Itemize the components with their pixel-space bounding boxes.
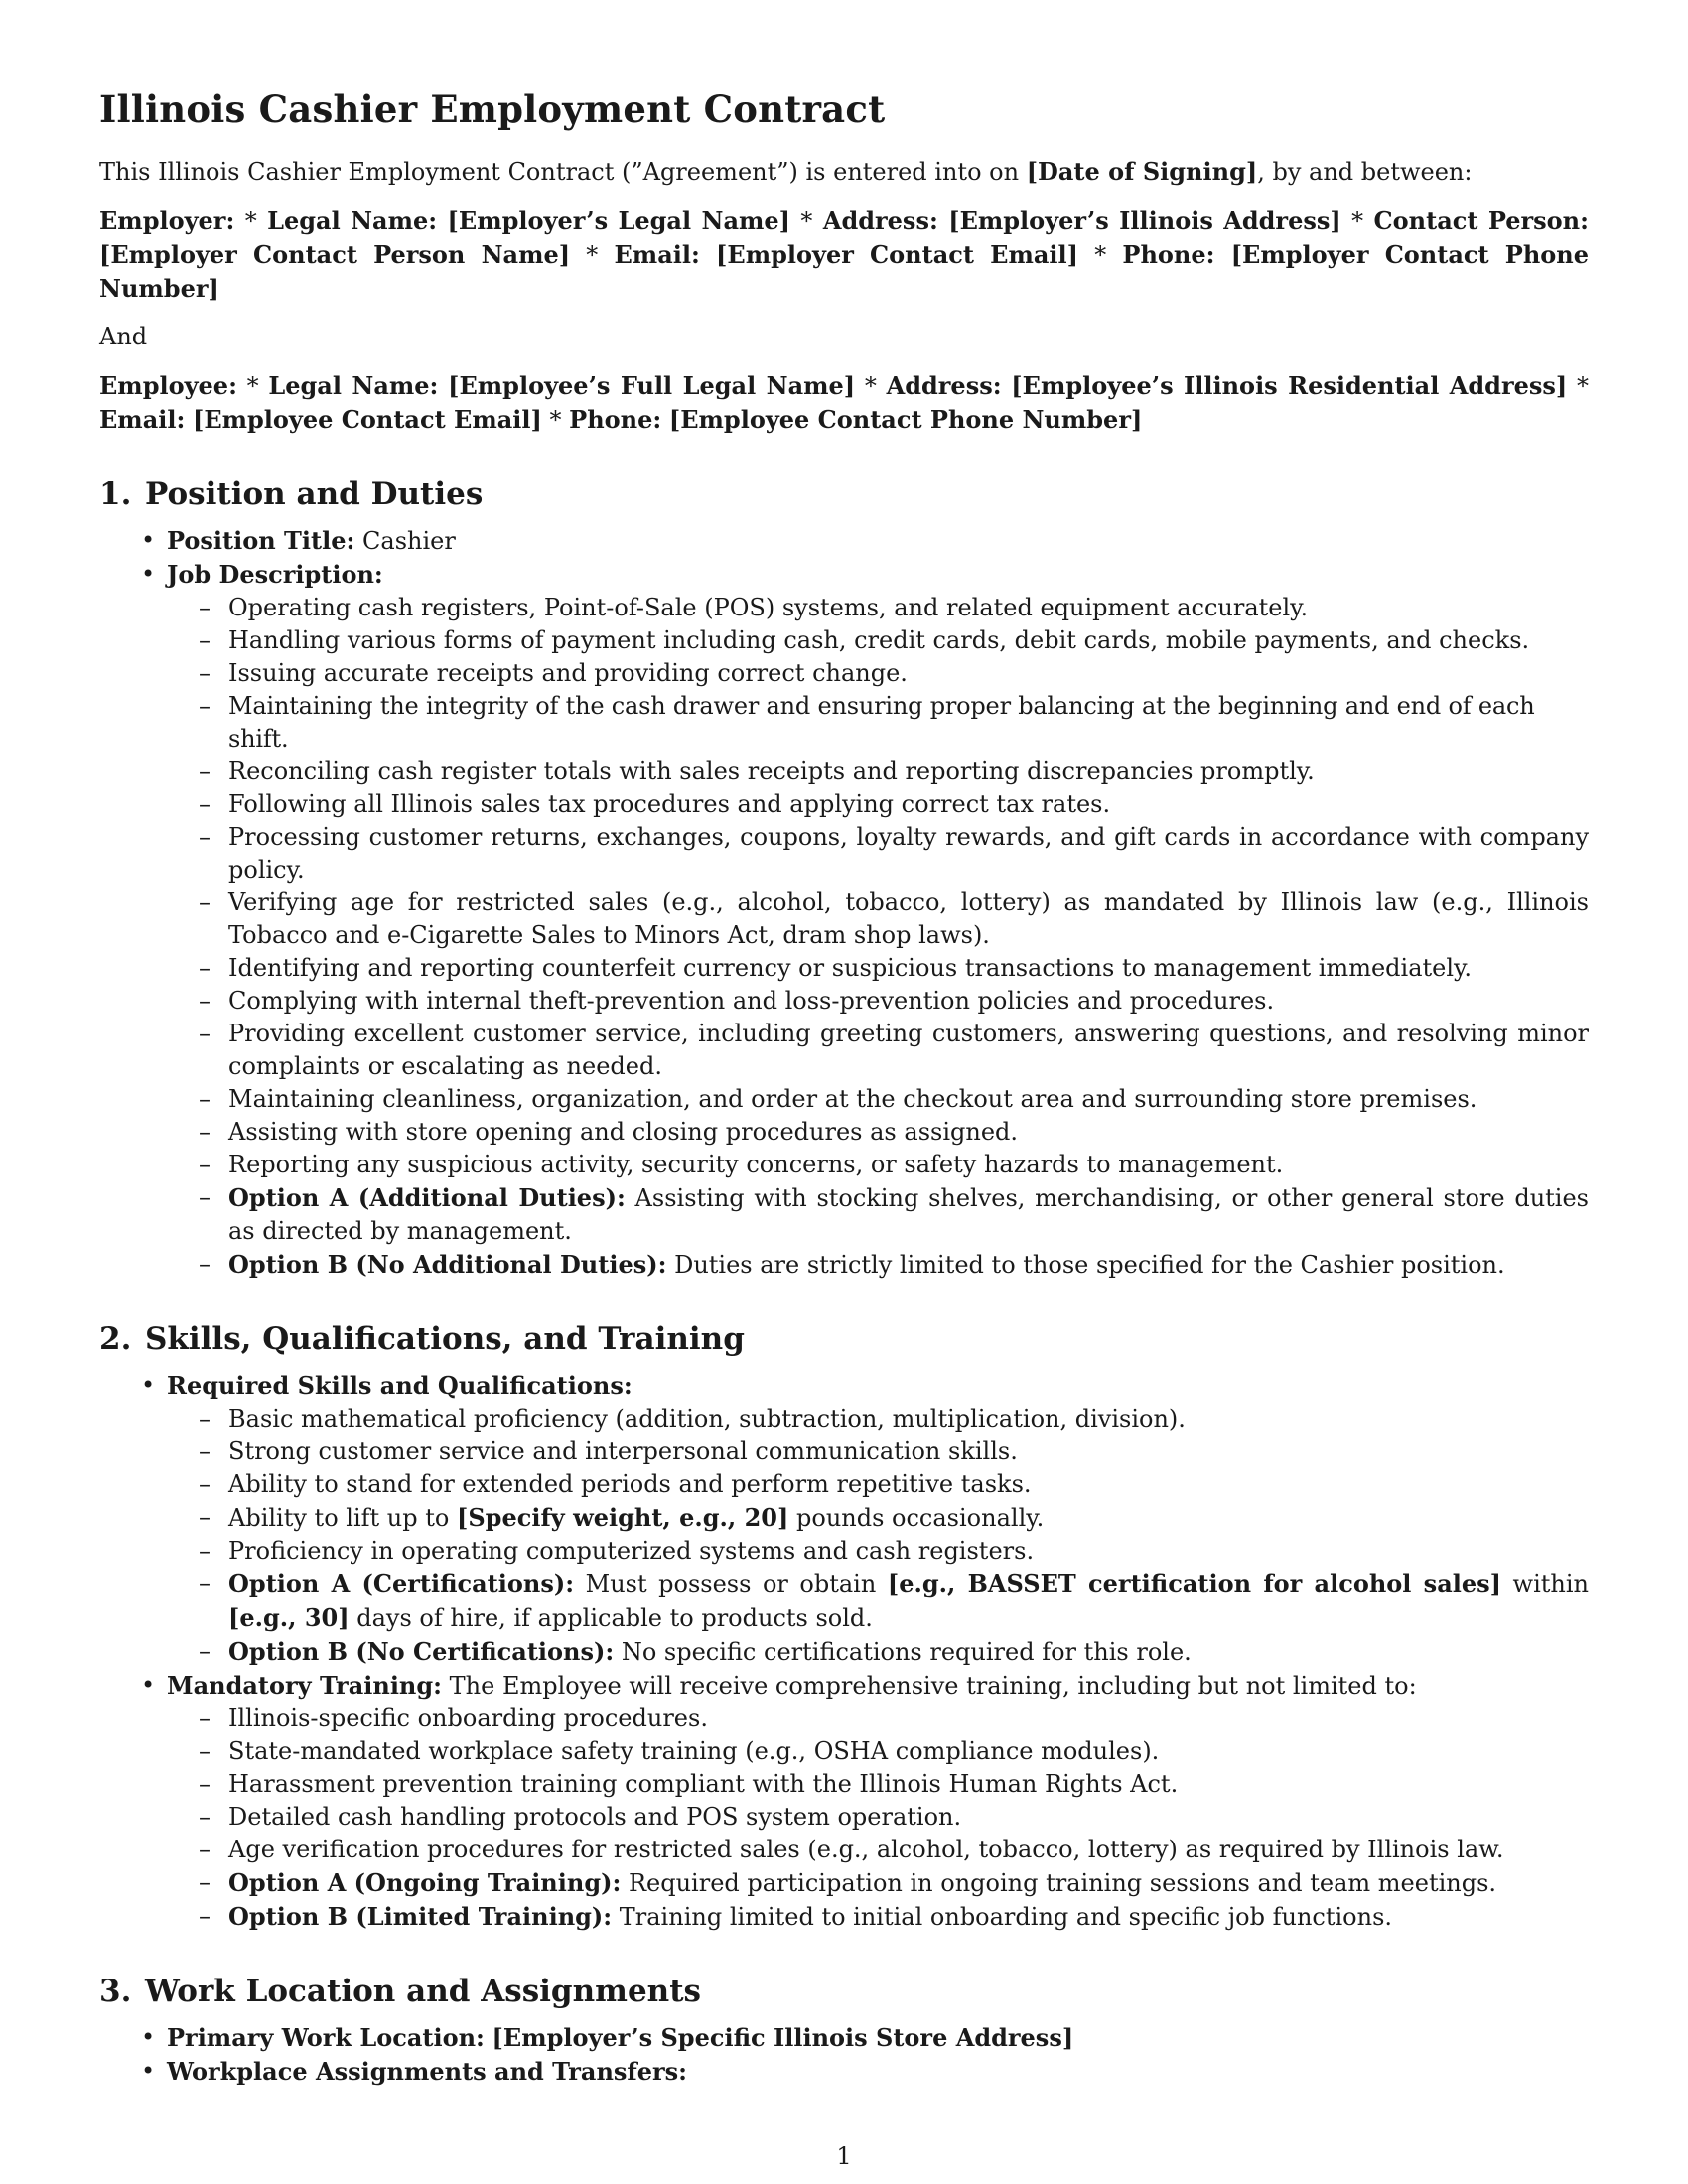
required-skills-label: Required Skills and Qualifications: <box>167 1371 633 1400</box>
list-item: – Reconciling cash register totals with sales receipts and reporting discrepancies promptly. <box>228 755 1589 788</box>
employee-address-label: Address: <box>886 371 1002 400</box>
list-item: – Maintaining the integrity of the cash drawer and ensuring proper balancing at the beginning and end of each shift. <box>228 690 1589 755</box>
lift-weight-placeholder: [Specify weight, e.g., 20] <box>456 1503 789 1532</box>
training-option-a-text: Required participation in ongoing training sessions and team meetings. <box>621 1869 1497 1897</box>
cert-a-text-mid: within <box>1501 1570 1589 1598</box>
option-b-label: Option B (No Additional Duties): <box>228 1250 667 1279</box>
employee-email: [Employee Contact Email] <box>192 405 542 434</box>
asterisk: * <box>1094 241 1107 269</box>
employee-label: Employee: <box>99 371 237 400</box>
section-heading-position-duties <box>99 477 1589 512</box>
cert-b-text: No specific certifications required for this role. <box>614 1638 1192 1666</box>
list-item <box>228 1181 1589 1248</box>
mandatory-training-text: The Employee will receive comprehensive training, including but not limited to: <box>442 1672 1417 1700</box>
list-item <box>228 1866 1589 1900</box>
employer-address-label: Address: <box>822 206 938 235</box>
employee-phone-label: Phone: <box>569 405 662 434</box>
employer-address: [Employer’s Illinois Address] <box>948 206 1341 235</box>
list-item <box>167 1669 1589 1934</box>
primary-work-location-label: Primary Work Location: <box>167 2023 485 2052</box>
intro-text: This Illinois Cashier Employment Contract (”Agreement”) is entered into on <box>99 158 1027 186</box>
location-list <box>99 2021 1589 2089</box>
list-item <box>167 2055 1589 2089</box>
list-item <box>228 1635 1589 1669</box>
list-item <box>167 524 1589 558</box>
employer-contact-label: Contact Person: <box>1373 206 1589 235</box>
employee-legal-name-label: Legal Name: <box>268 371 439 400</box>
list-item: – Following all Illinois sales tax procedures and applying correct tax rates. <box>228 788 1589 821</box>
cert-option-a-label: Option A (Certifications): <box>228 1570 575 1598</box>
job-description-label: Job Description: <box>167 560 383 589</box>
employer-contact: [Employer Contact Person Name] <box>99 240 571 269</box>
asterisk: * <box>800 207 813 235</box>
and-text: And <box>99 323 148 350</box>
date-of-signing-placeholder: [Date of Signing] <box>1026 157 1258 186</box>
list-item <box>167 558 1589 1282</box>
list-item <box>167 1369 1589 1669</box>
duties-list <box>167 592 1589 1282</box>
employer-legal-name: [Employer’s Legal Name] <box>447 206 791 235</box>
lift-text-end: pounds occasionally. <box>788 1504 1045 1532</box>
section-title: Skills, Qualifications, and Training <box>145 1321 745 1357</box>
asterisk: * <box>1576 372 1589 400</box>
cert-a-text-end: days of hire, if applicable to products sold. <box>349 1604 873 1632</box>
section-number: 1. <box>99 477 132 512</box>
primary-work-location-value: [Employer’s Specific Illinois Store Address] <box>492 2023 1074 2052</box>
list-item <box>228 1900 1589 1934</box>
list-item: – Processing customer returns, exchanges, coupons, loyalty rewards, and gift cards in accordance with company policy. <box>228 821 1589 887</box>
list-item: – Operating cash registers, Point-of-Sale (POS) systems, and related equipment accurately. <box>228 592 1589 624</box>
page-number: 1 <box>836 2142 852 2170</box>
training-option-a-label: Option A (Ongoing Training): <box>228 1868 622 1897</box>
option-b-text: Duties are strictly limited to those specified for the Cashier position. <box>666 1251 1505 1279</box>
section-number: 3. <box>99 1974 132 2009</box>
section-title: Work Location and Assignments <box>145 1974 701 2009</box>
training-option-b-text: Training limited to initial onboarding and specific job functions. <box>612 1903 1393 1931</box>
list-item: – Providing excellent customer service, including greeting customers, answering questions, and resolving minor complaints or escalating as needed. <box>228 1018 1589 1083</box>
cert-a-text: Must possess or obtain <box>574 1570 888 1598</box>
list-item: – Handling various forms of payment including cash, credit cards, debit cards, mobile payments, and checks. <box>228 624 1589 657</box>
cert-placeholder: [e.g., BASSET certification for alcohol sales] <box>887 1570 1501 1598</box>
employer-legal-name-label: Legal Name: <box>267 206 438 235</box>
list-item <box>228 1568 1589 1635</box>
document-title: Illinois Cashier Employment Contract <box>99 87 886 131</box>
cert-option-b-label: Option B (No Certifications): <box>228 1637 615 1666</box>
list-item: – Detailed cash handling protocols and POS system operation. <box>228 1801 1589 1834</box>
employee-address: [Employee’s Illinois Residential Address] <box>1011 371 1568 400</box>
list-item: – Verifying age for restricted sales (e.g., alcohol, tobacco, lottery) as mandated by Illinois law (e.g., Illinois Tobacco and e-Cigarette Sales to Minors Act, dram shop laws). <box>228 887 1589 952</box>
list-item: – Strong customer service and interpersonal communication skills. <box>228 1435 1589 1468</box>
employee-legal-name: [Employee’s Full Legal Name] <box>448 371 856 400</box>
option-a-text: Assisting with stocking shelves, merchandising, or other general store duties as directed by management. <box>228 1184 1589 1245</box>
asterisk: * <box>586 241 599 269</box>
list-item: – Harassment prevention training compliant with the Illinois Human Rights Act. <box>228 1768 1589 1801</box>
list-item: – Issuing accurate receipts and providing correct change. <box>228 657 1589 690</box>
list-item: – Reporting any suspicious activity, security concerns, or safety hazards to management. <box>228 1149 1589 1181</box>
employer-label: Employer: <box>99 206 235 235</box>
required-skills-sublist <box>167 1403 1589 1669</box>
lift-text: Ability to lift up to <box>228 1504 457 1532</box>
employer-phone-label: Phone: <box>1122 240 1215 269</box>
list-item: – Ability to stand for extended periods and perform repetitive tasks. <box>228 1468 1589 1501</box>
cert-days-placeholder: [e.g., 30] <box>228 1603 350 1632</box>
list-item: – Basic mathematical proficiency (addition, subtraction, multiplication, division). <box>228 1403 1589 1435</box>
position-title-value: Cashier <box>362 527 456 555</box>
option-a-label: Option A (Additional Duties): <box>228 1183 626 1212</box>
skills-list <box>99 1369 1589 1934</box>
position-list <box>99 524 1589 1282</box>
list-item <box>167 2021 1589 2055</box>
asterisk: * <box>864 372 877 400</box>
asterisk: * <box>549 406 562 434</box>
document-page <box>99 87 1589 2089</box>
list-item: – Age verification procedures for restricted sales (e.g., alcohol, tobacco, lottery) as required by Illinois law. <box>228 1834 1589 1866</box>
list-item <box>228 1501 1589 1535</box>
section-heading-work-location <box>99 1974 1589 2009</box>
section-title: Position and Duties <box>145 477 484 512</box>
list-item: – Identifying and reporting counterfeit currency or suspicious transactions to management immediately. <box>228 952 1589 985</box>
employee-email-label: Email: <box>99 405 186 434</box>
list-item: – Assisting with store opening and closing procedures as assigned. <box>228 1116 1589 1149</box>
asterisk: * <box>244 207 257 235</box>
list-item: – State-mandated workplace safety training (e.g., OSHA compliance modules). <box>228 1735 1589 1768</box>
training-sublist <box>167 1703 1589 1934</box>
employer-email: [Employer Contact Email] <box>716 240 1078 269</box>
list-item: – Maintaining cleanliness, organization, and order at the checkout area and surrounding store premises. <box>228 1083 1589 1116</box>
intro-text-end: , by and between: <box>1257 158 1473 186</box>
employer-email-label: Email: <box>614 240 700 269</box>
section-heading-skills <box>99 1321 1589 1357</box>
asterisk: * <box>246 372 259 400</box>
training-option-b-label: Option B (Limited Training): <box>228 1902 613 1931</box>
employer-phone: [Employer Contact Phone Number] <box>99 240 1590 303</box>
list-item: – Illinois-specific onboarding procedures. <box>228 1703 1589 1735</box>
employee-phone: [Employee Contact Phone Number] <box>668 405 1143 434</box>
mandatory-training-label: Mandatory Training: <box>167 1671 443 1700</box>
employee-block <box>99 369 1589 437</box>
asterisk: * <box>1351 207 1364 235</box>
position-title-label: Position Title: <box>167 526 355 555</box>
section-number: 2. <box>99 1321 132 1357</box>
employer-block <box>99 205 1589 305</box>
list-item: – Proficiency in operating computerized systems and cash registers. <box>228 1535 1589 1568</box>
assignments-label: Workplace Assignments and Transfers: <box>167 2057 688 2086</box>
list-item <box>228 1248 1589 1282</box>
list-item: – Complying with internal theft-prevention and loss-prevention policies and procedures. <box>228 985 1589 1018</box>
intro-paragraph <box>99 155 1589 189</box>
